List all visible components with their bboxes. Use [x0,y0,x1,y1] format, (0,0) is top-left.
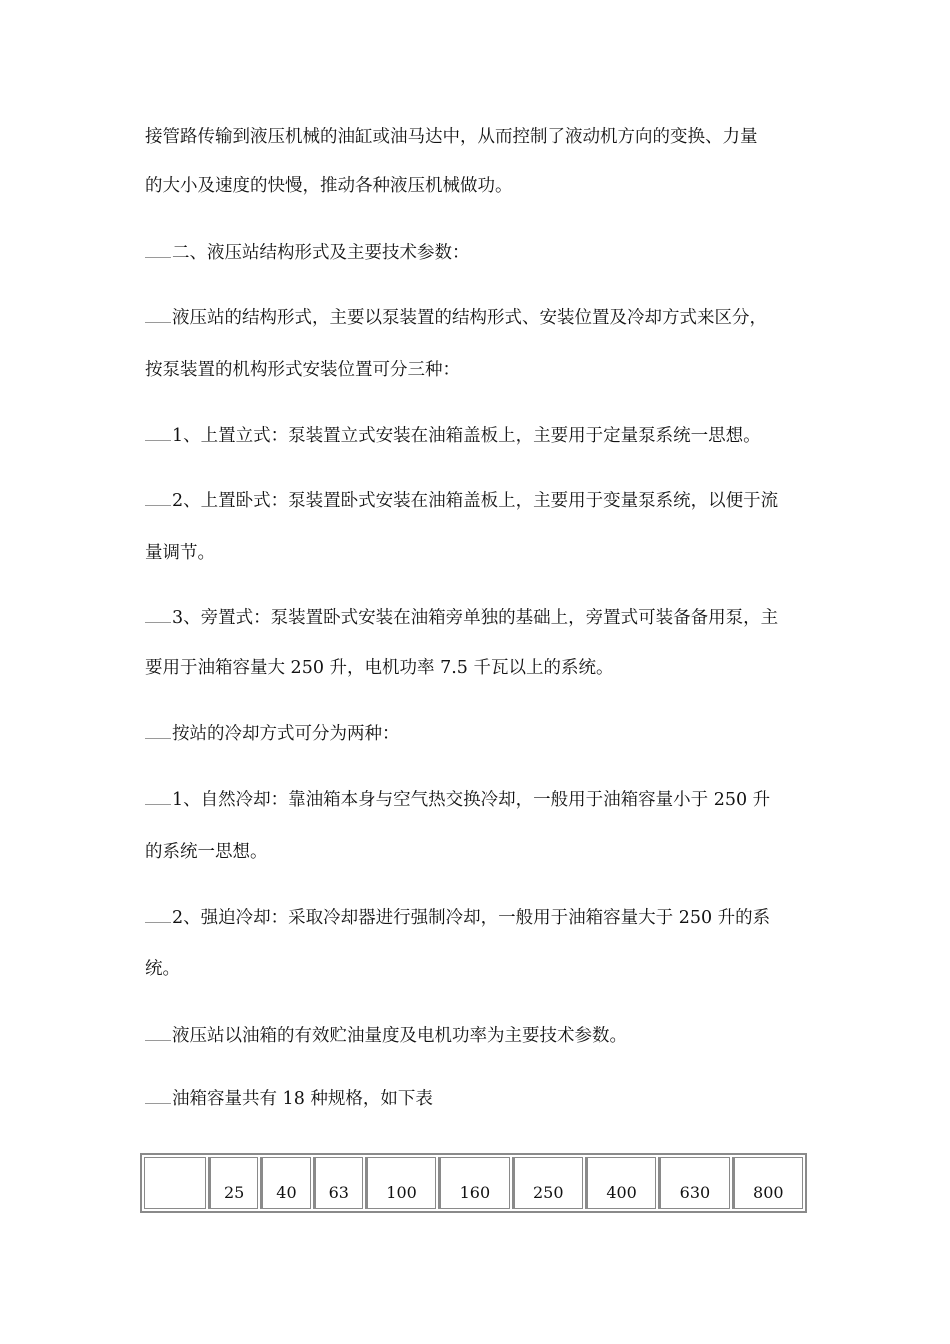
text-line [145,906,770,930]
text-line [145,606,778,630]
line-text: 2、上置卧式：泵装置卧式安装在油箱盖板上，主要用于变量泵系统，以便于流 [172,491,779,511]
table-cell: 800 [732,1157,803,1209]
table-cell: 25 [208,1157,258,1209]
text-line [145,1024,627,1048]
indent-mark [145,621,171,623]
table-cell: 160 [438,1157,509,1209]
indent-mark [145,504,171,506]
indent-mark [145,1102,171,1104]
line-text: 按站的冷却方式可分为两种： [172,724,400,744]
text-line [145,424,761,448]
table-cell: 63 [313,1157,363,1209]
text-line [145,125,758,149]
line-text: 油箱容量共有 18 种规格，如下表 [172,1089,433,1109]
text-line [145,489,778,513]
indent-mark [145,803,171,805]
table-cell: 100 [365,1157,436,1209]
line-text: 2、强迫冷却：采取冷却器进行强制冷却，一般用于油箱容量大于 250 升的系 [172,908,771,928]
line-text: 的系统一思想。 [145,842,268,862]
table-cell: 40 [260,1157,310,1209]
line-text: 统。 [145,959,180,979]
text-line [145,358,460,382]
line-text: 接管路传输到液压机械的油缸或油马达中，从而控制了液动机方向的变换、力量 [145,127,758,147]
line-text: 液压站的结构形式，主要以泵装置的结构形式、安装位置及冷却方式来区分， [172,308,767,328]
line-text: 按泵装置的机构形式安装位置可分三种： [145,360,460,380]
indent-mark [145,439,171,441]
line-text: 二、液压站结构形式及主要技术参数： [172,243,470,263]
text-line [145,957,180,981]
table-cell: 250 [512,1157,583,1209]
line-text: 要用于油箱容量大 250 升，电机功率 7.5 千瓦以上的系统。 [145,658,614,678]
line-text: 的大小及速度的快慢，推动各种液压机械做功。 [145,176,513,196]
text-line [145,241,470,265]
line-text: 1、自然冷却：靠油箱本身与空气热交换冷却，一般用于油箱容量小于 250 升 [172,790,771,810]
indent-mark [145,921,171,923]
text-line [145,656,613,680]
indent-mark [145,256,171,258]
line-text: 3、旁置式：泵装置卧式安装在油箱旁单独的基础上，旁置式可装备备用泵，主 [172,608,779,628]
oil-tank-capacity-table [140,1153,807,1213]
text-line [145,788,770,812]
table-cell [144,1157,206,1209]
indent-mark [145,1039,171,1041]
text-line [145,1087,433,1111]
text-line [145,722,400,746]
text-line [145,840,268,864]
indent-mark [145,321,171,323]
table-cell: 630 [658,1157,729,1209]
line-text: 量调节。 [145,543,215,563]
line-text: 液压站以油箱的有效贮油量度及电机功率为主要技术参数。 [172,1026,627,1046]
text-line [145,174,513,198]
indent-mark [145,737,171,739]
line-text: 1、上置立式：泵装置立式安装在油箱盖板上，主要用于定量泵系统一思想。 [172,426,761,446]
table-cell: 400 [585,1157,656,1209]
text-line [145,306,767,330]
table-row [144,1157,803,1209]
text-line [145,541,215,565]
